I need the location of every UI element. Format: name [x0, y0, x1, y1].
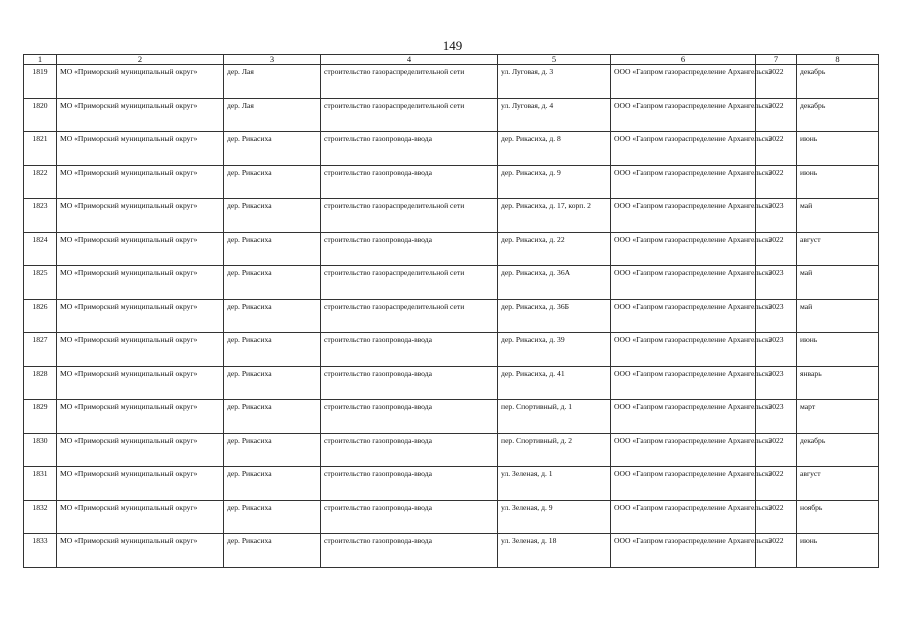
cell-municipality: МО «Приморский муниципальный округ»	[57, 500, 224, 534]
cell-address: дер. Рикасиха, д. 8	[498, 132, 611, 166]
cell-work-type: строительство газопровода-ввода	[321, 433, 498, 467]
cell-municipality: МО «Приморский муниципальный округ»	[57, 433, 224, 467]
cell-year: 2023	[756, 199, 797, 233]
cell-row-number: 1829	[24, 400, 57, 434]
cell-month: май	[797, 199, 879, 233]
cell-municipality: МО «Приморский муниципальный округ»	[57, 232, 224, 266]
cell-address: дер. Рикасиха, д. 39	[498, 333, 611, 367]
cell-municipality: МО «Приморский муниципальный округ»	[57, 132, 224, 166]
cell-year: 2022	[756, 98, 797, 132]
cell-year: 2022	[756, 500, 797, 534]
table-row	[24, 132, 879, 166]
column-header: 3	[224, 55, 321, 65]
cell-settlement: дер. Рикасиха	[224, 366, 321, 400]
table-row	[24, 199, 879, 233]
cell-municipality: МО «Приморский муниципальный округ»	[57, 299, 224, 333]
table-row	[24, 500, 879, 534]
cell-municipality: МО «Приморский муниципальный округ»	[57, 165, 224, 199]
column-header: 2	[57, 55, 224, 65]
table-row	[24, 333, 879, 367]
cell-row-number: 1820	[24, 98, 57, 132]
cell-address: дер. Рикасиха, д. 9	[498, 165, 611, 199]
table-row	[24, 534, 879, 568]
cell-work-type: строительство газопровода-ввода	[321, 534, 498, 568]
cell-municipality: МО «Приморский муниципальный округ»	[57, 65, 224, 99]
cell-settlement: дер. Рикасиха	[224, 534, 321, 568]
column-header: 1	[24, 55, 57, 65]
cell-organization: ООО «Газпром газораспределение Архангельск»	[611, 366, 756, 400]
table-row	[24, 299, 879, 333]
cell-municipality: МО «Приморский муниципальный округ»	[57, 400, 224, 434]
cell-month: май	[797, 266, 879, 300]
cell-month: ноябрь	[797, 500, 879, 534]
cell-settlement: дер. Рикасиха	[224, 400, 321, 434]
cell-address: дер. Рикасиха, д. 36А	[498, 266, 611, 300]
table-row	[24, 65, 879, 99]
cell-year: 2022	[756, 232, 797, 266]
cell-settlement: дер. Лая	[224, 65, 321, 99]
cell-month: май	[797, 299, 879, 333]
cell-work-type: строительство газопровода-ввода	[321, 366, 498, 400]
cell-settlement: дер. Лая	[224, 98, 321, 132]
cell-organization: ООО «Газпром газораспределение Архангельск»	[611, 299, 756, 333]
cell-work-type: строительство газопровода-ввода	[321, 132, 498, 166]
cell-municipality: МО «Приморский муниципальный округ»	[57, 467, 224, 501]
cell-month: август	[797, 467, 879, 501]
cell-year: 2022	[756, 534, 797, 568]
cell-work-type: строительство газораспределительной сети	[321, 299, 498, 333]
cell-row-number: 1825	[24, 266, 57, 300]
cell-settlement: дер. Рикасиха	[224, 232, 321, 266]
cell-organization: ООО «Газпром газораспределение Архангельск»	[611, 165, 756, 199]
table-row	[24, 366, 879, 400]
cell-month: июнь	[797, 333, 879, 367]
cell-settlement: дер. Рикасиха	[224, 266, 321, 300]
cell-address: дер. Рикасиха, д. 22	[498, 232, 611, 266]
column-header: 8	[797, 55, 879, 65]
cell-month: январь	[797, 366, 879, 400]
cell-organization: ООО «Газпром газораспределение Архангельск»	[611, 98, 756, 132]
cell-settlement: дер. Рикасиха	[224, 165, 321, 199]
table-row	[24, 232, 879, 266]
cell-work-type: строительство газопровода-ввода	[321, 232, 498, 266]
cell-municipality: МО «Приморский муниципальный округ»	[57, 534, 224, 568]
column-header: 7	[756, 55, 797, 65]
cell-year: 2022	[756, 132, 797, 166]
gas-object-table	[23, 54, 879, 568]
cell-address: ул. Зеленая, д. 9	[498, 500, 611, 534]
cell-year: 2023	[756, 366, 797, 400]
cell-row-number: 1823	[24, 199, 57, 233]
cell-row-number: 1824	[24, 232, 57, 266]
table-row	[24, 165, 879, 199]
cell-month: июнь	[797, 165, 879, 199]
cell-address: пер. Спортивный, д. 1	[498, 400, 611, 434]
cell-address: дер. Рикасиха, д. 36Б	[498, 299, 611, 333]
cell-row-number: 1833	[24, 534, 57, 568]
cell-work-type: строительство газопровода-ввода	[321, 500, 498, 534]
table-row	[24, 98, 879, 132]
cell-settlement: дер. Рикасиха	[224, 500, 321, 534]
cell-work-type: строительство газораспределительной сети	[321, 199, 498, 233]
cell-month: июнь	[797, 132, 879, 166]
cell-row-number: 1832	[24, 500, 57, 534]
cell-work-type: строительство газопровода-ввода	[321, 400, 498, 434]
cell-address: ул. Зеленая, д. 18	[498, 534, 611, 568]
cell-year: 2023	[756, 266, 797, 300]
table-body	[24, 65, 879, 568]
cell-row-number: 1819	[24, 65, 57, 99]
cell-work-type: строительство газопровода-ввода	[321, 165, 498, 199]
cell-settlement: дер. Рикасиха	[224, 433, 321, 467]
column-header: 4	[321, 55, 498, 65]
cell-work-type: строительство газораспределительной сети	[321, 98, 498, 132]
cell-address: дер. Рикасиха, д. 17, корп. 2	[498, 199, 611, 233]
cell-row-number: 1830	[24, 433, 57, 467]
cell-row-number: 1822	[24, 165, 57, 199]
cell-municipality: МО «Приморский муниципальный округ»	[57, 199, 224, 233]
cell-settlement: дер. Рикасиха	[224, 333, 321, 367]
cell-year: 2022	[756, 165, 797, 199]
cell-month: март	[797, 400, 879, 434]
cell-settlement: дер. Рикасиха	[224, 299, 321, 333]
cell-organization: ООО «Газпром газораспределение Архангельск»	[611, 132, 756, 166]
cell-municipality: МО «Приморский муниципальный округ»	[57, 333, 224, 367]
cell-organization: ООО «Газпром газораспределение Архангельск»	[611, 232, 756, 266]
cell-year: 2023	[756, 333, 797, 367]
cell-month: декабрь	[797, 65, 879, 99]
cell-settlement: дер. Рикасиха	[224, 132, 321, 166]
cell-settlement: дер. Рикасиха	[224, 467, 321, 501]
cell-work-type: строительство газораспределительной сети	[321, 65, 498, 99]
cell-municipality: МО «Приморский муниципальный округ»	[57, 266, 224, 300]
cell-organization: ООО «Газпром газораспределение Архангельск»	[611, 433, 756, 467]
cell-month: декабрь	[797, 98, 879, 132]
cell-municipality: МО «Приморский муниципальный округ»	[57, 98, 224, 132]
cell-address: ул. Луговая, д. 3	[498, 65, 611, 99]
table-row	[24, 400, 879, 434]
cell-address: ул. Зеленая, д. 1	[498, 467, 611, 501]
table-row	[24, 433, 879, 467]
table-row	[24, 467, 879, 501]
cell-organization: ООО «Газпром газораспределение Архангельск»	[611, 333, 756, 367]
cell-organization: ООО «Газпром газораспределение Архангельск»	[611, 500, 756, 534]
cell-address: дер. Рикасиха, д. 41	[498, 366, 611, 400]
table-row	[24, 266, 879, 300]
cell-work-type: строительство газораспределительной сети	[321, 266, 498, 300]
cell-work-type: строительство газопровода-ввода	[321, 333, 498, 367]
cell-row-number: 1826	[24, 299, 57, 333]
cell-year: 2023	[756, 299, 797, 333]
column-header: 6	[611, 55, 756, 65]
cell-year: 2022	[756, 467, 797, 501]
cell-row-number: 1821	[24, 132, 57, 166]
cell-month: июнь	[797, 534, 879, 568]
cell-settlement: дер. Рикасиха	[224, 199, 321, 233]
page-number: 149	[442, 38, 463, 53]
header-row	[24, 55, 879, 65]
cell-year: 2023	[756, 400, 797, 434]
cell-month: декабрь	[797, 433, 879, 467]
cell-organization: ООО «Газпром газораспределение Архангельск»	[611, 65, 756, 99]
cell-month: август	[797, 232, 879, 266]
cell-address: пер. Спортивный, д. 2	[498, 433, 611, 467]
cell-organization: ООО «Газпром газораспределение Архангельск»	[611, 400, 756, 434]
cell-municipality: МО «Приморский муниципальный округ»	[57, 366, 224, 400]
cell-address: ул. Луговая, д. 4	[498, 98, 611, 132]
cell-year: 2022	[756, 433, 797, 467]
cell-organization: ООО «Газпром газораспределение Архангельск»	[611, 467, 756, 501]
cell-organization: ООО «Газпром газораспределение Архангельск»	[611, 199, 756, 233]
cell-row-number: 1828	[24, 366, 57, 400]
cell-year: 2022	[756, 65, 797, 99]
cell-organization: ООО «Газпром газораспределение Архангельск»	[611, 266, 756, 300]
cell-organization: ООО «Газпром газораспределение Архангельск»	[611, 534, 756, 568]
cell-work-type: строительство газопровода-ввода	[321, 467, 498, 501]
cell-row-number: 1827	[24, 333, 57, 367]
cell-row-number: 1831	[24, 467, 57, 501]
column-header: 5	[498, 55, 611, 65]
